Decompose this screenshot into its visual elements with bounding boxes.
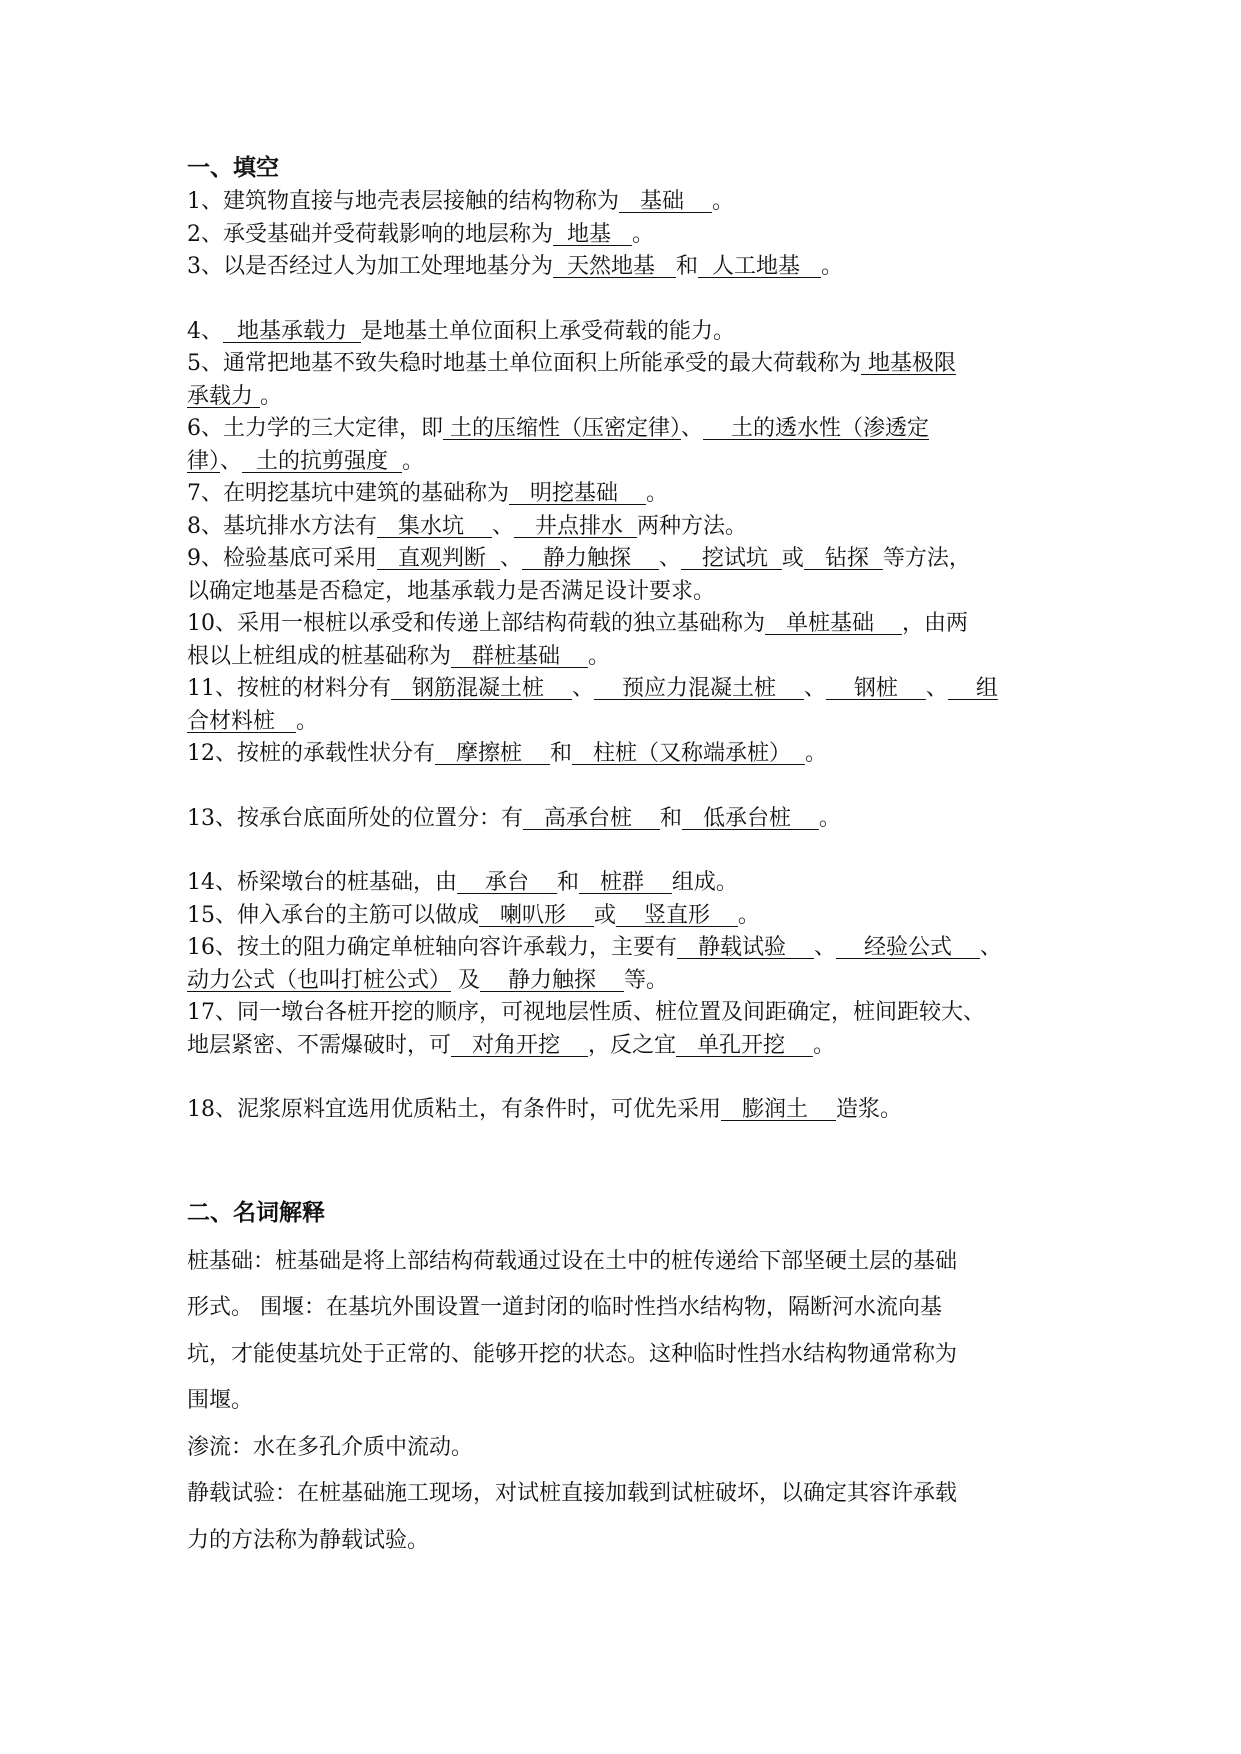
question-text: 6、土力学的三大定律，即 — [187, 416, 443, 441]
answer-blank: 基础 — [619, 189, 712, 214]
question-text: 、 — [491, 513, 514, 539]
question-text: 和 — [675, 254, 698, 279]
answer-blank: 高承台桩 — [523, 805, 660, 831]
question-text: 7、在明挖基坑中建筑的基础称为 — [187, 481, 509, 506]
question-text: 。 — [260, 383, 283, 409]
definition-line: 坑，才能使基坑处于正常的、能够开挖的状态。这种临时性挡水结构物通常称为 — [187, 1341, 958, 1367]
question-text: 、 — [499, 546, 522, 571]
question-text: 和 — [556, 870, 579, 895]
question-text: ，反之宜 — [587, 1032, 676, 1058]
line-spacer — [187, 1062, 1067, 1094]
definition-line: 形式。 围堰：在基坑外围设置一道封闭的临时性挡水结构物，隔断河水流向基 — [187, 1295, 942, 1320]
answer-blank: 动力公式（也叫打桩公式） — [187, 967, 452, 993]
answer-blank: 人工地基 — [697, 254, 821, 279]
section-fill-blank-title: 一、填空 — [187, 154, 279, 181]
question-text: 12、按桩的承载性状分有 — [187, 741, 435, 766]
question-text: 以确定地基是否稳定，地基承载力是否满足设计要求。 — [187, 578, 716, 604]
answer-blank: 地基极限 — [861, 351, 956, 376]
question-line-q9b — [187, 576, 1067, 609]
answer-blank: 摩擦桩 — [435, 741, 550, 766]
question-text: 。 — [587, 643, 610, 669]
definition-line: 桩基础：桩基础是将上部结构荷载通过设在土中的桩传递给下部坚硬土层的基础 — [187, 1248, 958, 1274]
answer-blank: 井点排水 — [513, 513, 637, 539]
question-text: 、 — [681, 416, 704, 441]
document-content — [187, 150, 1067, 1564]
answer-blank: 挖试坑 — [680, 546, 782, 571]
answer-blank: 钻探 — [803, 546, 883, 571]
question-text: 1、建筑物直接与地壳表层接触的结构物称为 — [187, 189, 619, 214]
answer-blank: 明挖基础 — [509, 481, 646, 506]
question-text: 、 — [220, 448, 243, 474]
line-spacer — [187, 771, 1067, 803]
question-text: 17、同一墩台各桩开挖的顺序，可视地层性质、桩位置及间距确定，桩间距较大、 — [187, 1000, 985, 1025]
answer-blank: 预应力混凝土桩 — [593, 676, 804, 701]
question-text: 、 — [803, 676, 826, 701]
question-line-q18 — [187, 1094, 1067, 1127]
question-line-q16a — [187, 932, 1067, 965]
question-line-q10a — [187, 608, 1067, 641]
question-text: 等方法， — [882, 546, 971, 571]
question-line-q9a — [187, 543, 1067, 576]
question-text: 或 — [781, 546, 804, 571]
question-text: 14、桥梁墩台的桩基础，由 — [187, 870, 457, 895]
question-text: 。 — [818, 805, 841, 831]
question-text: 11、按桩的材料分有 — [187, 676, 391, 701]
question-text: 8、基坑排水方法有 — [187, 513, 377, 539]
answer-blank: 竖直形 — [615, 902, 738, 928]
question-line-q6b — [187, 446, 1067, 479]
answer-blank: 地基承载力 — [223, 318, 361, 344]
question-line-q10b — [187, 641, 1067, 674]
question-text: 4、 — [187, 318, 223, 344]
question-text: 、 — [658, 546, 681, 571]
question-text: 根以上桩组成的桩基础称为 — [187, 643, 452, 669]
question-text: 16、按土的阻力确定单桩轴向容许承载力，主要有 — [187, 935, 677, 960]
question-text: ，由两 — [901, 611, 968, 636]
question-line-q15 — [187, 900, 1067, 933]
answer-blank: 静载试验 — [677, 935, 814, 960]
question-line-q17a — [187, 997, 1067, 1030]
question-line-q12 — [187, 738, 1067, 771]
question-line-q11b — [187, 706, 1067, 739]
question-text: 13、按承台底面所处的位置分：有 — [187, 805, 523, 831]
answer-blank: 经验公式 — [835, 935, 980, 960]
question-text: 。 — [295, 708, 318, 734]
question-text: 18、泥浆原料宜选用优质粘土，有条件时，可优先采用 — [187, 1097, 721, 1122]
question-text: 、 — [925, 676, 948, 701]
answer-blank: 地基 — [553, 221, 632, 247]
question-text: 3、以是否经过人为加工处理地基分为 — [187, 254, 553, 279]
question-text: 、 — [571, 676, 594, 701]
answer-blank: 土的透水性（渗透定 — [703, 416, 929, 441]
definition-line: 力的方法称为静载试验。 — [187, 1527, 430, 1553]
question-line-q8 — [187, 511, 1067, 544]
definition-line: 渗流：水在多孔介质中流动。 — [187, 1434, 474, 1460]
answer-blank: 土的压缩性（压密定律） — [443, 416, 681, 441]
question-line-q2 — [187, 219, 1067, 252]
question-text: 、 — [979, 935, 1002, 960]
question-text: 。 — [737, 902, 760, 928]
answer-blank: 柱桩（又称端承桩） — [571, 741, 805, 766]
question-text: 或 — [593, 902, 616, 928]
question-text: 。 — [711, 189, 734, 214]
definition-line: 围堰。 — [187, 1388, 254, 1413]
question-text: 组成。 — [671, 870, 738, 895]
question-line-q3 — [187, 251, 1067, 284]
question-text: 15、伸入承台的主筋可以做成 — [187, 902, 479, 928]
line-spacer — [187, 284, 1067, 316]
question-line-q4 — [187, 316, 1067, 349]
answer-blank: 承载力 — [187, 383, 260, 409]
question-text: 和 — [549, 741, 572, 766]
question-text: 等。 — [623, 967, 668, 993]
question-text: 。 — [645, 481, 668, 506]
answer-blank: 合材料桩 — [187, 708, 296, 734]
question-line-q5a — [187, 348, 1067, 381]
question-text: 造浆。 — [835, 1097, 902, 1122]
answer-blank: 天然地基 — [553, 254, 676, 279]
definition-line: 静载试验：在桩基础施工现场，对试桩直接加载到试桩破坏，以确定其容许承载 — [187, 1481, 958, 1506]
answer-blank: 对角开挖 — [451, 1032, 588, 1058]
question-line-q6a — [187, 413, 1067, 446]
answer-blank: 静力触探 — [521, 546, 659, 571]
answer-blank: 低承台桩 — [681, 805, 819, 831]
question-line-q5b — [187, 381, 1067, 414]
question-text: 地层紧密、不需爆破时，可 — [187, 1032, 452, 1058]
question-text: 10、采用一根桩以承受和传递上部结构荷载的独立基础称为 — [187, 611, 765, 636]
question-text: 。 — [631, 221, 654, 247]
question-line-q1 — [187, 186, 1067, 219]
answer-blank: 集水坑 — [377, 513, 492, 539]
question-line-q16b — [187, 965, 1067, 998]
question-line-q13 — [187, 803, 1067, 836]
section-spacer — [187, 1127, 1067, 1195]
question-text: 。 — [804, 741, 827, 766]
question-text: 。 — [820, 254, 843, 279]
question-text: 5、通常把地基不致失稳时地基土单位面积上所能承受的最大荷载称为 — [187, 351, 861, 376]
question-line-q7 — [187, 478, 1067, 511]
fill-blank-questions — [187, 186, 1067, 1127]
question-text: 和 — [659, 805, 682, 831]
line-spacer — [187, 835, 1067, 867]
answer-blank: 桩群 — [578, 870, 672, 895]
glossary-definitions — [187, 1239, 1067, 1565]
answer-blank: 单孔开挖 — [675, 1032, 813, 1058]
question-line-q17b — [187, 1030, 1067, 1063]
question-text: 两种方法。 — [636, 513, 747, 539]
answer-blank: 土的抗剪强度 — [242, 448, 403, 474]
question-text: 2、承受基础并受荷载影响的地层称为 — [187, 221, 553, 247]
question-text: 、 — [813, 935, 836, 960]
question-text: 。 — [402, 448, 425, 474]
question-text: 。 — [812, 1032, 835, 1058]
question-text: 及 — [451, 967, 481, 993]
question-text: 9、检验基底可采用 — [187, 546, 377, 571]
answer-blank: 承台 — [457, 870, 557, 895]
answer-blank: 喇叭形 — [479, 902, 594, 928]
answer-blank: 律） — [187, 448, 221, 474]
answer-blank: 膨润土 — [721, 1097, 836, 1122]
question-line-q14 — [187, 867, 1067, 900]
question-text: 是地基土单位面积上承受荷载的能力。 — [360, 318, 735, 344]
answer-blank: 单桩基础 — [765, 611, 902, 636]
section-glossary-title: 二、名词解释 — [187, 1198, 325, 1226]
answer-blank: 群桩基础 — [451, 643, 588, 669]
answer-blank: 静力触探 — [480, 967, 624, 993]
answer-blank: 钢筋混凝土桩 — [391, 676, 572, 701]
question-line-q11a — [187, 673, 1067, 706]
answer-blank: 钢桩 — [825, 676, 926, 701]
answer-blank: 组 — [947, 676, 998, 701]
answer-blank: 直观判断 — [377, 546, 500, 571]
